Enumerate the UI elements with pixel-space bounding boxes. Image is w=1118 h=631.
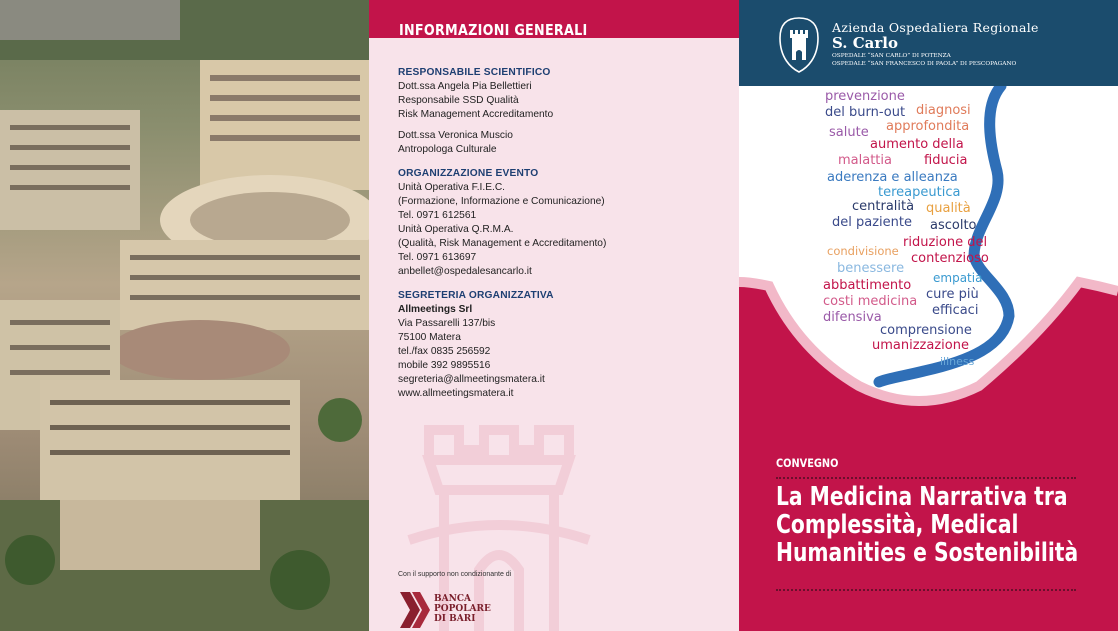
- word-cloud-term: del burn-out: [825, 105, 906, 120]
- org-subtitle-2: OSPEDALE “SAN FRANCESCO DI PAOLA” DI PESCOPAGANO: [832, 61, 1017, 67]
- general-info-panel: [369, 0, 739, 631]
- org-hospital-name: S. Carlo: [832, 34, 899, 52]
- word-cloud-term: cure più: [926, 287, 979, 302]
- word-cloud-term: efficaci: [932, 303, 979, 318]
- word-cloud-term: tereapeutica: [878, 185, 961, 200]
- segreteria-heading: SEGRETERIA ORGANIZZATIVA: [398, 290, 554, 301]
- word-cloud-term: approfondita: [886, 119, 970, 134]
- responsabile-heading: RESPONSABILE SCIENTIFICO: [398, 67, 551, 78]
- hospital-tower-logo-icon: [777, 16, 821, 74]
- segreteria-email[interactable]: segreteria@allmeetingsmatera.it: [398, 374, 545, 385]
- hospital-illustration: [0, 0, 369, 631]
- word-cloud-term: prevenzione: [825, 89, 905, 104]
- word-cloud-term: comprensione: [880, 323, 972, 338]
- organizzazione-email[interactable]: anbellet@ospedalesancarlo.it: [398, 266, 532, 277]
- word-cloud-term: aderenza e alleanza: [827, 170, 958, 185]
- responsabile-line: Risk Management Accreditamento: [398, 109, 554, 120]
- word-cloud-term: riduzione del: [903, 235, 988, 250]
- word-cloud-term: diagnosi: [916, 103, 971, 118]
- segreteria-line: mobile 392 9895516: [398, 360, 491, 371]
- bank-logo: [398, 590, 508, 630]
- event-type-label: CONVEGNO: [776, 456, 839, 470]
- organizzazione-line: (Formazione, Informazione e Comunicazione): [398, 196, 605, 207]
- word-cloud-term: costi medicina: [823, 294, 918, 309]
- responsabile-line: Antropologa Culturale: [398, 144, 497, 155]
- organizzazione-line: Tel. 0971 613697: [398, 252, 477, 263]
- word-cloud-term: difensiva: [823, 310, 882, 325]
- dotted-divider: [776, 589, 1076, 591]
- word-cloud-term: salute: [829, 125, 869, 140]
- word-cloud-term: malattia: [838, 153, 892, 168]
- word-cloud-term: umanizzazione: [872, 338, 969, 353]
- dotted-divider: [776, 477, 1076, 479]
- segreteria-website[interactable]: www.allmeetingsmatera.it: [398, 388, 514, 399]
- organizzazione-line: Unità Operativa F.I.E.C.: [398, 182, 506, 193]
- word-cloud-term: benessere: [837, 261, 905, 276]
- org-name: Azienda Ospedaliera Regionale: [832, 20, 1039, 35]
- word-cloud-term: qualità: [926, 201, 971, 216]
- event-title: La Medicina Narrativa tra Complessità, Medical Humanities e Sostenibilità: [776, 482, 1079, 568]
- segreteria-company: Allmeetings Srl: [398, 304, 473, 315]
- responsabile-line: Dott.ssa Angela Pia Bellettieri: [398, 81, 532, 92]
- word-cloud-term: empatia: [933, 271, 983, 285]
- organizzazione-line: (Qualità, Risk Management e Accreditamento): [398, 238, 607, 249]
- responsabile-line: Dott.ssa Veronica Muscio: [398, 130, 513, 141]
- info-title: INFORMAZIONI GENERALI: [399, 21, 588, 39]
- organizzazione-line: Tel. 0971 612561: [398, 210, 477, 221]
- hospital-aerial-photo: [0, 0, 369, 631]
- word-cloud-term: condivisione: [827, 244, 899, 258]
- support-text: Con il supporto non condizionante di: [398, 571, 512, 578]
- word-cloud-term: aumento della: [870, 137, 964, 152]
- bank-chevron-icon: [398, 590, 434, 630]
- segreteria-line: tel./fax 0835 256592: [398, 346, 491, 357]
- cover-header: [739, 0, 1118, 86]
- segreteria-line: Via Passarelli 137/bis: [398, 318, 496, 329]
- organizzazione-heading: ORGANIZZAZIONE EVENTO: [398, 168, 539, 179]
- word-cloud-term: del paziente: [832, 215, 912, 230]
- word-cloud-term: illness: [940, 355, 975, 368]
- word-cloud-term: fiducia: [924, 153, 968, 168]
- organizzazione-line: Unità Operativa Q.R.M.A.: [398, 224, 514, 235]
- cover-panel: [739, 0, 1118, 631]
- word-cloud-term: abbattimento: [823, 278, 912, 293]
- org-subtitle-1: OSPEDALE “SAN CARLO” DI POTENZA: [832, 53, 951, 59]
- responsabile-line: Responsabile SSD Qualità: [398, 95, 519, 106]
- segreteria-line: 75100 Matera: [398, 332, 461, 343]
- bank-name: BANCA POPOLARE DI BARI: [434, 594, 491, 624]
- word-cloud-term: contenzioso: [911, 251, 989, 266]
- word-cloud-term: centralità: [852, 199, 915, 214]
- word-cloud-term: ascolto: [930, 218, 977, 233]
